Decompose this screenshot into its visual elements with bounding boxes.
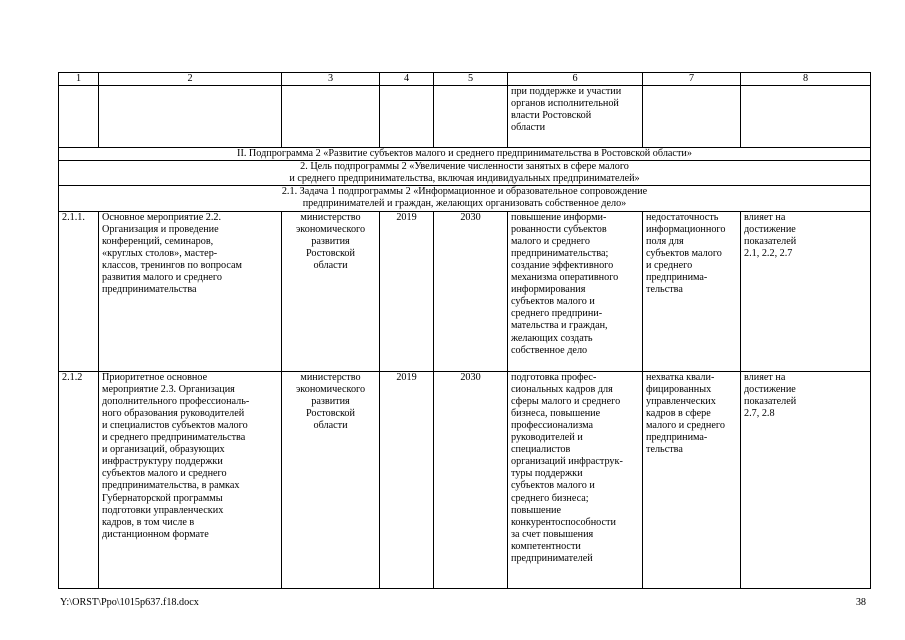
end-year: 2030 bbox=[434, 211, 508, 371]
column-number: 2 bbox=[99, 73, 282, 86]
column-number: 5 bbox=[434, 73, 508, 86]
goal-row bbox=[59, 161, 871, 186]
activity-name: Приоритетное основное мероприятие 2.3. Организация дополнительного профессиональ- ного образования руководителей и специалистов субъектов малого и среднего предпринимательства и организаций, образующих инфраструктуру поддержки субъектов малого и среднего предпринимательства, в рамках Губернаторской программы подготовки управленческих кадров, в том числе в дистанционном формате bbox=[99, 371, 282, 588]
column-number: 6 bbox=[508, 73, 643, 86]
indicator-link: влияет на достижение показателей 2.7, 2.8 bbox=[741, 371, 871, 588]
table-row bbox=[59, 211, 871, 371]
column-number-row bbox=[59, 73, 871, 86]
page-number: 38 bbox=[855, 597, 866, 608]
non-implementation-consequence: недостаточность информационного поля для субъектов малого и среднего предпринима- тельства bbox=[643, 211, 741, 371]
row-number: 2.1.2 bbox=[59, 371, 99, 588]
continuation-row bbox=[59, 86, 871, 148]
expected-result: повышение информи- рованности субъектов малого и среднего предпринимательства; создание эффективного механизма оперативного информирования субъектов малого и среднего предприни- мательства и граждан, желающих создать собственное дело bbox=[508, 211, 643, 371]
non-implementation-consequence: нехватка квали- фицированных управленческих кадров в сфере малого и среднего предпринима- тельства bbox=[643, 371, 741, 588]
executor: министерство экономического развития Ростовской области bbox=[282, 211, 380, 371]
column-number: 7 bbox=[643, 73, 741, 86]
subprogram-title-row bbox=[59, 148, 871, 161]
subprogram-task: 2.1. Задача 1 подпрограммы 2 «Информационное и образовательное сопровождение предпринимателей и граждан, желающих организовать собственное дело» bbox=[59, 186, 871, 211]
file-path: Y:\ORST\Ppo\1015p637.f18.docx bbox=[60, 597, 199, 608]
program-table bbox=[58, 72, 871, 589]
subprogram-goal: 2. Цель подпрограммы 2 «Увеличение численности занятых в сфере малого и среднего предпринимательства, включая индивидуальных предпринимателей» bbox=[59, 161, 871, 186]
table-row bbox=[59, 371, 871, 588]
activity-name: Основное мероприятие 2.2. Организация и проведение конференций, семинаров, «круглых столов», мастер- классов, тренингов по вопросам развития малого и среднего предпринимательства bbox=[99, 211, 282, 371]
start-year: 2019 bbox=[380, 371, 434, 588]
continued-result-cell: при поддержке и участии органов исполнительной власти Ростовской области bbox=[508, 86, 643, 148]
column-number: 4 bbox=[380, 73, 434, 86]
indicator-link: влияет на достижение показателей 2.1, 2.2, 2.7 bbox=[741, 211, 871, 371]
column-number: 1 bbox=[59, 73, 99, 86]
column-number: 8 bbox=[741, 73, 871, 86]
expected-result: подготовка профес- сиональных кадров для сферы малого и среднего бизнеса, повышение профессионализма руководителей и специалистов организаций инфраструк- туры поддержки субъектов малого и среднего бизнеса; повышение конкурентоспособности за счет повышения компетентности предпринимателей bbox=[508, 371, 643, 588]
row-number: 2.1.1. bbox=[59, 211, 99, 371]
end-year: 2030 bbox=[434, 371, 508, 588]
column-number: 3 bbox=[282, 73, 380, 86]
task-row bbox=[59, 186, 871, 211]
subprogram-title: II. Подпрограмма 2 «Развитие субъектов малого и среднего предпринимательства в Ростовской области» bbox=[59, 148, 871, 161]
executor: министерство экономического развития Ростовской области bbox=[282, 371, 380, 588]
start-year: 2019 bbox=[380, 211, 434, 371]
